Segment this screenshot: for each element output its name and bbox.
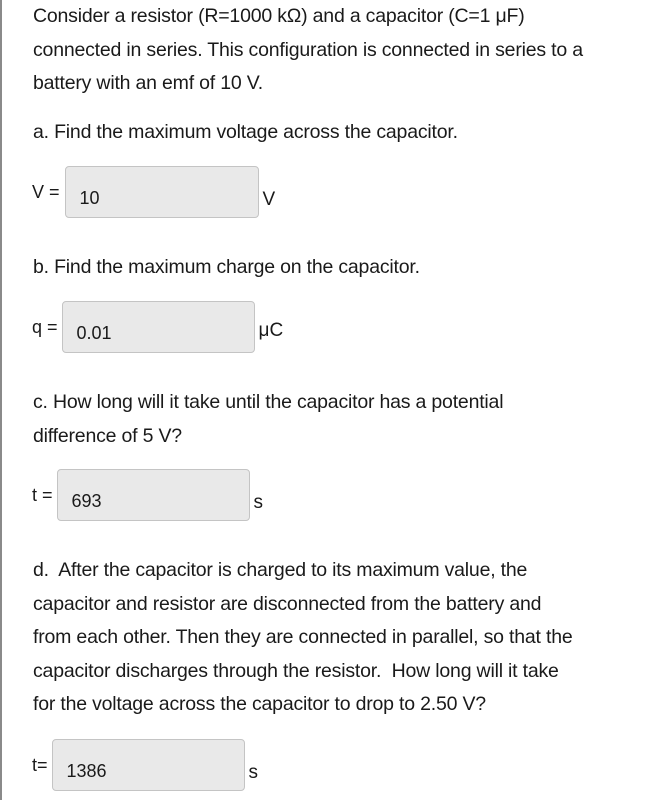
unit-label-b: μC <box>258 320 284 341</box>
question-line: for the voltage across the capacitor to drop to 2.50 V? <box>33 693 486 715</box>
question-line: difference of 5 V? <box>33 424 182 447</box>
unit-label-d: s <box>248 762 259 783</box>
answer-label-b: q = <box>32 317 58 337</box>
unit-label-c: s <box>253 492 264 513</box>
question-line: c. How long will it take until the capacitor has a potential <box>33 391 504 413</box>
problem-line: connected in series. This configuration is connected in series to a <box>33 38 583 61</box>
answer-input-c[interactable] <box>57 469 250 521</box>
answer-row-d <box>32 739 258 791</box>
problem-line: Consider a resistor (R=1000 kΩ) and a capacitor (C=1 μF) <box>33 5 525 27</box>
answer-label-d: t= <box>32 755 48 775</box>
answer-row-b <box>32 301 283 353</box>
answer-input-a[interactable] <box>65 166 259 218</box>
question-line: a. Find the maximum voltage across the capacitor. <box>33 121 458 143</box>
question-c-text <box>33 386 655 453</box>
question-line: from each other. Then they are connected in parallel, so that the <box>33 626 573 648</box>
question-line: d. After the capacitor is charged to its maximum value, the <box>33 559 528 581</box>
problem-line: battery with an emf of 10 V. <box>33 72 263 94</box>
answer-row-a <box>32 166 275 218</box>
question-line: capacitor and resistor are disconnected from the battery and <box>33 592 542 615</box>
question-d-text <box>33 554 655 722</box>
answer-label-c: t = <box>32 485 53 505</box>
answer-label-a: V = <box>32 182 60 202</box>
answer-input-b[interactable] <box>62 301 255 353</box>
question-line: capacitor discharges through the resistor. How long will it take <box>33 659 559 682</box>
problem-statement <box>33 0 655 101</box>
question-line: b. Find the maximum charge on the capacitor. <box>33 256 420 278</box>
answer-input-d[interactable] <box>52 739 245 791</box>
answer-row-c <box>32 469 263 521</box>
question-b-text <box>33 251 655 285</box>
unit-label-a: V <box>262 189 276 210</box>
question-a-text <box>33 116 655 150</box>
